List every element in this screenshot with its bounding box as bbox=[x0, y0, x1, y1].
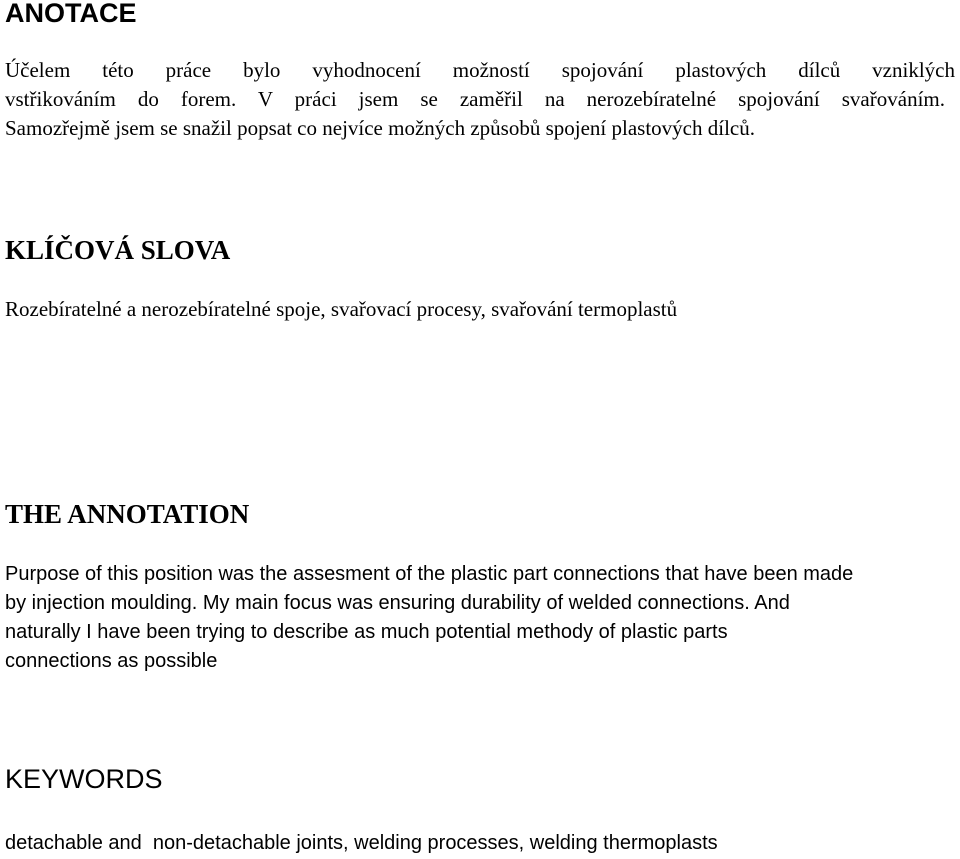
annotation-heading: THE ANNOTATION bbox=[5, 499, 250, 529]
keywords-heading: KEYWORDS bbox=[5, 764, 163, 794]
klicova-slova-heading: KLÍČOVÁ SLOVA bbox=[5, 235, 231, 265]
anotace-paragraph bbox=[5, 56, 955, 143]
anotace-line-2: vstřikováním do forem. V práci jsem se zaměřil na nerozebíratelné spojování svařováním. bbox=[5, 87, 945, 111]
anotace-line-3: Samozřejmě jsem se snažil popsat co nejvíce možných způsobů spojení plastových dílců. bbox=[5, 116, 755, 140]
klicova-slova-text: Rozebíratelné a nerozebíratelné spoje, svařovací procesy, svařování termoplastů bbox=[5, 297, 678, 321]
annotation-paragraph bbox=[5, 560, 955, 676]
annotation-line-1: Purpose of this position was the assesment of the plastic part connections that have been made bbox=[5, 563, 854, 585]
anotace-heading: ANOTACE bbox=[5, 0, 137, 28]
annotation-line-3: naturally I have been trying to describe as much potential methody of plastic parts bbox=[5, 621, 728, 643]
anotace-line-1: Účelem této práce bylo vyhodnocení možností spojování plastových dílců vzniklých bbox=[5, 58, 955, 82]
annotation-line-2: by injection moulding. My main focus was ensuring durability of welded connections. And bbox=[5, 592, 790, 614]
keywords-text: detachable and non-detachable joints, welding processes, welding thermoplasts bbox=[5, 832, 718, 854]
annotation-line-4: connections as possible bbox=[5, 650, 218, 672]
